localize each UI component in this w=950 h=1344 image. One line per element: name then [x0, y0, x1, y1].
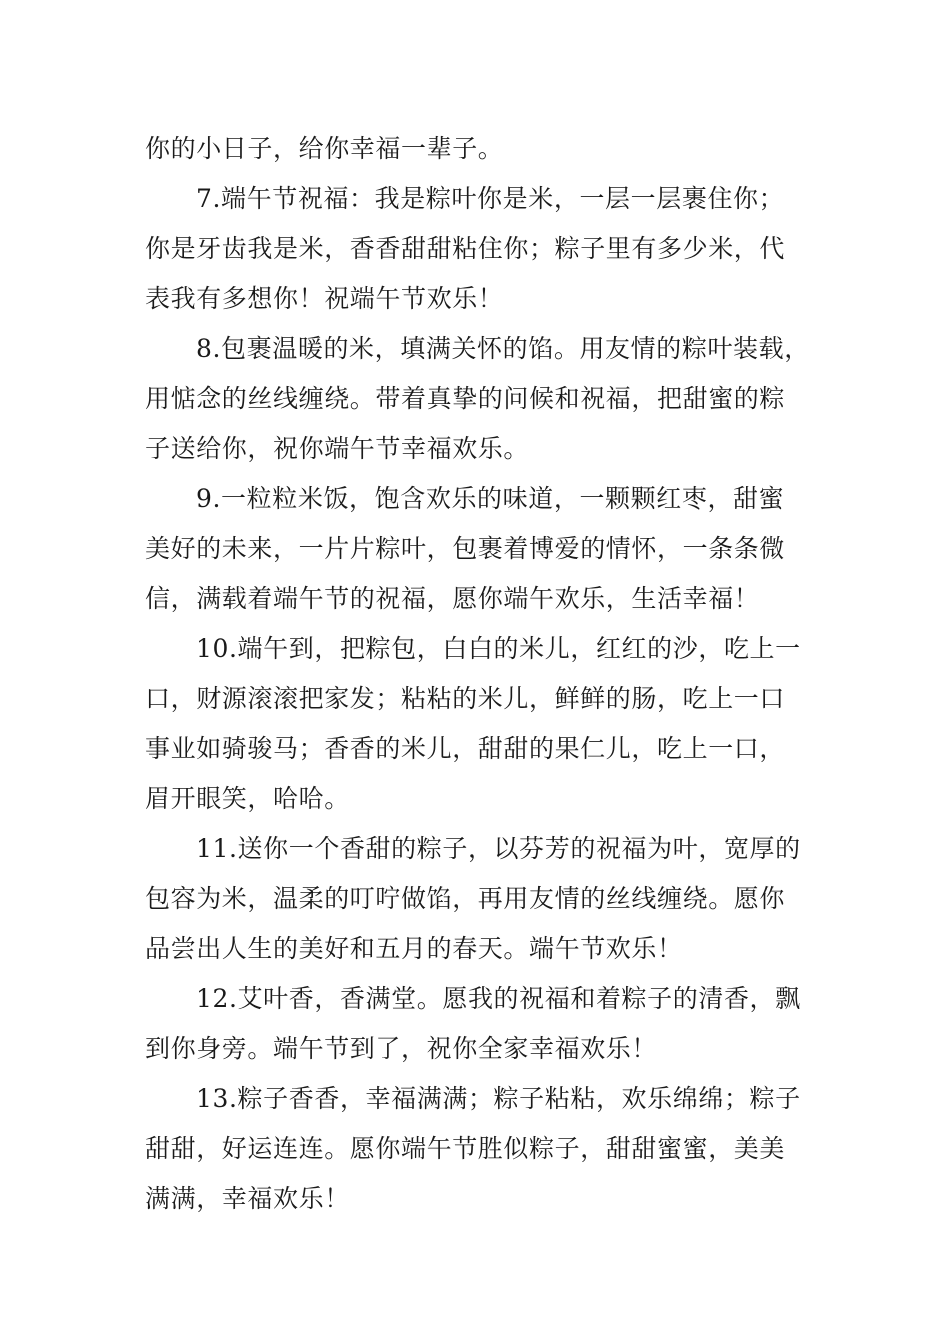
- text-line: 10.端午到，把粽包，白白的米儿，红红的沙，吃上一: [196, 634, 801, 663]
- text-line: 你的小日子，给你幸福一辈子。: [145, 134, 504, 163]
- text-line: 事业如骑骏马；香香的米儿，甜甜的果仁儿，吃上一口，: [145, 734, 786, 763]
- text-line: 11.送你一个香甜的粽子，以芬芳的祝福为叶，宽厚的: [196, 834, 801, 863]
- text-line: 品尝出人生的美好和五月的春天。端午节欢乐！: [145, 934, 683, 963]
- text-line: 用惦念的丝线缠绕。带着真挚的问候和祝福，把甜蜜的粽: [145, 384, 786, 413]
- text-line: 眉开眼笑，哈哈。: [145, 784, 350, 813]
- text-line: 表我有多想你！祝端午节欢乐！: [145, 284, 504, 313]
- text-line: 9.一粒粒米饭，饱含欢乐的味道，一颗颗红枣，甜蜜: [196, 484, 785, 513]
- text-line: 满满，幸福欢乐！: [145, 1184, 350, 1213]
- text-line: 美好的未来，一片片粽叶，包裹着博爱的情怀，一条条微: [145, 534, 786, 563]
- text-line: 信，满载着端午节的祝福，愿你端午欢乐，生活幸福！: [145, 584, 760, 613]
- text-line: 子送给你，祝你端午节幸福欢乐。: [145, 434, 530, 463]
- text-line: 12.艾叶香，香满堂。愿我的祝福和着粽子的清香，飘: [196, 984, 801, 1013]
- text-line: 口，财源滚滚把家发；粘粘的米儿，鲜鲜的肠，吃上一口: [145, 684, 786, 713]
- text-line: 甜甜，好运连连。愿你端午节胜似粽子，甜甜蜜蜜，美美: [145, 1134, 786, 1163]
- text-line: 包容为米，温柔的叮咛做馅，再用友情的丝线缠绕。愿你: [145, 884, 786, 913]
- text-line: 8.包裹温暖的米，填满关怀的馅。用友情的粽叶装载，: [196, 334, 810, 363]
- text-line: 你是牙齿我是米，香香甜甜粘住你；粽子里有多少米，代: [145, 234, 786, 263]
- text-line: 7.端午节祝福：我是粽叶你是米，一层一层裹住你；: [196, 184, 785, 213]
- text-line: 13.粽子香香，幸福满满；粽子粘粘，欢乐绵绵；粽子: [196, 1084, 801, 1113]
- text-line: 到你身旁。端午节到了，祝你全家幸福欢乐！: [145, 1034, 658, 1063]
